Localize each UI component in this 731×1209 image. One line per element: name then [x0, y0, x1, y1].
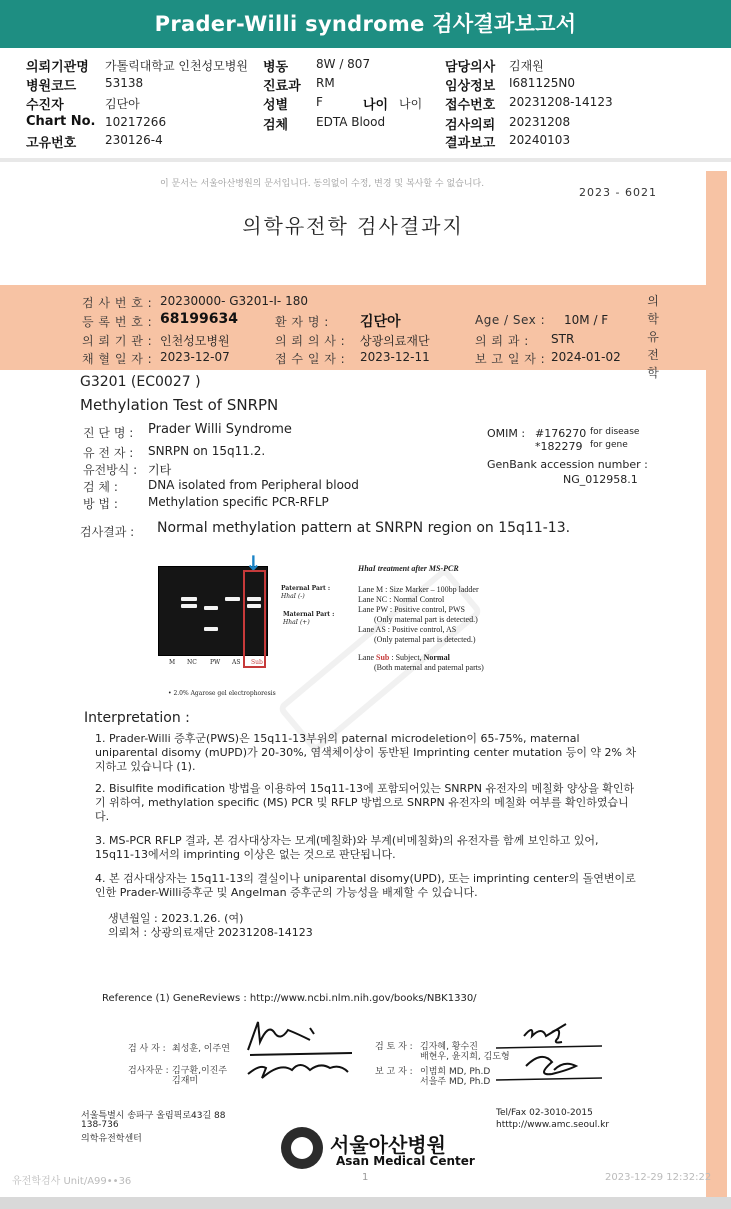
- header-label: 진료과: [263, 79, 301, 94]
- bottom-strip: [0, 1197, 731, 1209]
- gel-band: [225, 597, 240, 601]
- tel-fax: Tel/Fax 02-3010-2015: [496, 1108, 593, 1118]
- patient-label: 접 수 일 자 :: [275, 352, 346, 366]
- lane-label: NC: [187, 659, 197, 666]
- patient-label: 의 뢰 과 :: [475, 334, 529, 348]
- header-value: 10217266: [105, 115, 167, 129]
- lane-label: PW: [210, 659, 221, 666]
- header-label: 수진자: [26, 98, 64, 113]
- website: htttp://www.amc.seoul.kr: [496, 1120, 610, 1130]
- side-char: 의: [647, 294, 659, 308]
- department: STR: [551, 332, 575, 346]
- advisor-label: 검사자문 :: [128, 1066, 169, 1076]
- gel-caption: • 2.0% Agarose gel electrophoresis: [168, 690, 276, 697]
- test-label: 유 전 자 :: [83, 446, 134, 460]
- patient-label: 의 뢰 의 사 :: [275, 334, 346, 348]
- patient-name: 김단아: [360, 314, 401, 330]
- header-value: 20231208: [509, 115, 571, 129]
- legend-title: HhaI treatment after MS-PCR: [358, 564, 459, 573]
- patient-label: 등 록 번 호 :: [82, 315, 153, 329]
- genbank-accession: NG_012958.1: [563, 473, 638, 486]
- genbank-label: GenBank accession number :: [487, 458, 648, 471]
- legend-subject: [358, 653, 450, 663]
- interpretation-paragraph: 4. 본 검사대상자는 15q11-13의 결실이나 uniparental disomy(UPD), 또는 imprinting center의 돌연변이로 인한 Prader-Willi증후군 및 Angelman 증후군의 가능성을 배제할 수 있습니다.: [95, 872, 636, 899]
- result-label: 검사결과 :: [80, 525, 135, 539]
- header-value: 230126-4: [105, 133, 163, 147]
- print-timestamp: 2023-12-29 12:32:22: [605, 1172, 712, 1183]
- age-sex: 10M / F: [564, 313, 609, 327]
- document-title: 의학유전학 검사결과지: [242, 214, 464, 238]
- interpretation-title: Interpretation :: [84, 710, 190, 726]
- document-number: 2023 - 6021: [579, 186, 657, 199]
- test-label: 방 법 :: [83, 497, 118, 511]
- test-name: Methylation Test of SNRPN: [80, 396, 279, 414]
- interpretation-paragraph: 1. Prader-Willi 증후군(PWS)은 15q11-13부위의 paternal microdeletion이 65-75%, maternal uniparental disomy (mUPD)가 20-30%, 염색체이상이 동반된 Imprinting center mutation 등이 약 2% 차지하고 있습니다 (1).: [95, 732, 637, 773]
- receipt-date: 2023-12-11: [360, 350, 430, 364]
- reporter-label: 보 고 자 :: [375, 1067, 413, 1077]
- legend-item: Lane PW : Positive control, PWS: [358, 605, 465, 614]
- lane-label: AS: [232, 659, 241, 666]
- gel-band: [181, 597, 197, 601]
- method: Methylation specific PCR-RFLP: [148, 495, 329, 509]
- paternal-label: Paternal Part :: [281, 585, 331, 592]
- gel-band: [204, 627, 218, 631]
- specimen: DNA isolated from Peripheral blood: [148, 478, 359, 492]
- registration-number: 68199634: [160, 311, 238, 327]
- examiner-signature: [240, 1012, 355, 1082]
- hospital-logo-icon: [281, 1127, 323, 1169]
- patient-label: 채 혈 일 자 :: [82, 352, 153, 366]
- reference: Reference (1) GeneReviews : http://www.ncbi.nlm.nih.gov/books/NBK1330/: [102, 993, 477, 1004]
- legend-subject-result: Normal: [423, 653, 450, 662]
- legend-subject-lane: Sub: [376, 653, 390, 662]
- address-line: 서울특별시 송파구 올림픽로43길 88: [81, 1111, 226, 1121]
- report-header: [0, 50, 731, 154]
- header-value: 20231208-14123: [509, 95, 613, 109]
- page-number: 1: [362, 1172, 369, 1183]
- divider: [0, 158, 731, 162]
- address-line: 의학유전학센터: [81, 1134, 142, 1144]
- header-value: 김재원: [509, 59, 544, 73]
- gel-band: [204, 606, 218, 610]
- birth-date: 생년월일 : 2023.1.26. (여): [108, 912, 244, 925]
- header-value: 8W / 807: [316, 57, 371, 71]
- side-stripe: [706, 171, 727, 1201]
- advisor-names: 김구환,이진주: [172, 1066, 228, 1076]
- maternal-label: Maternal Part :: [283, 611, 335, 618]
- header-label: 병동: [263, 60, 289, 75]
- inheritance: 기타: [148, 463, 172, 477]
- header-value: F: [316, 95, 323, 109]
- test-label: 검 체 :: [83, 480, 118, 494]
- lane-label: M: [169, 659, 176, 666]
- test-label: 진 단 명 :: [83, 426, 134, 440]
- header-value: 53138: [105, 76, 144, 90]
- reviewer-names: 배현우, 윤지희, 김도형: [420, 1052, 510, 1062]
- patient-label: Age / Sex :: [475, 313, 546, 327]
- examiner-label: 검 사 자 :: [128, 1044, 166, 1054]
- gene: SNRPN on 15q11.2.: [148, 444, 266, 458]
- patient-label: 환 자 명 :: [275, 315, 329, 329]
- reviewer-label: 검 토 자 :: [375, 1042, 413, 1052]
- omim-label: OMIM :: [487, 427, 526, 440]
- legend-item: (Both maternal and paternal parts): [374, 663, 484, 672]
- header-value: 가톨릭대학교 인천성모병원: [105, 59, 248, 73]
- institution: 인천성모병원: [160, 334, 230, 348]
- legend-item: (Only maternal part is detected.): [374, 615, 478, 624]
- unit-code: 유전학검사 Unit/A99••36: [12, 1176, 132, 1187]
- arrow-down-icon: ↓: [245, 551, 262, 575]
- omim-gene-note: for gene: [590, 440, 628, 450]
- reviewer-signature: [492, 1020, 607, 1085]
- interpretation-paragraph: 2. Bisulfite modification 방법을 이용하여 15q11-13에 포함되어있는 SNRPN 유전자의 메칠화 양상을 확인하기 위하여, methylation specific (MS) PCR 및 RFLP 방법으로 SNRPN 유전자의 메칠화 여부를 확인하였습니다.: [95, 782, 635, 823]
- side-char: 학: [647, 366, 659, 380]
- address-line: 138-736: [81, 1120, 119, 1130]
- referrer: 의뢰처 : 상광의료재단 20231208-14123: [108, 926, 313, 939]
- result-text: Normal methylation pattern at SNRPN region on 15q11-13.: [157, 520, 571, 536]
- lane-label: Sub: [251, 659, 263, 666]
- header-value: 김단아: [105, 97, 140, 111]
- patient-label: 보 고 일 자 :: [475, 352, 546, 366]
- omim-disease: #176270: [535, 427, 587, 440]
- header-label: Chart No.: [26, 114, 96, 129]
- header-label: 나이: [363, 98, 389, 113]
- exam-number: 20230000- G3201-I- 180: [160, 294, 308, 308]
- header-value: 20240103: [509, 133, 571, 147]
- side-char: 학: [647, 312, 659, 326]
- patient-label: 검 사 번 호 :: [82, 296, 153, 310]
- subject-lane-highlight: [243, 570, 266, 668]
- header-value: EDTA Blood: [316, 115, 386, 129]
- report-banner: Prader-Willi syndrome 검사결과보고서: [0, 0, 731, 48]
- diagnosis: Prader Willi Syndrome: [148, 422, 292, 437]
- advisor-names: 김재미: [172, 1076, 199, 1086]
- legend-subject-mid: : Subject,: [391, 653, 422, 662]
- hospital-name-english: Asan Medical Center: [336, 1154, 475, 1168]
- legend-item: Lane AS : Positive control, AS: [358, 625, 457, 634]
- reviewer-names: 김자혜, 황수진: [420, 1042, 478, 1052]
- hospital-name-korean: 서울아산병원: [330, 1133, 446, 1157]
- legend-item: Lane M : Size Marker – 100bp ladder: [358, 585, 479, 594]
- omim-disease-note: for disease: [590, 427, 640, 437]
- header-value: 나이: [399, 97, 423, 111]
- header-label: 담당의사: [445, 60, 496, 75]
- reporter-names: 이범희 MD, Ph.D: [420, 1067, 491, 1077]
- legend-subject-prefix: Lane: [358, 653, 374, 662]
- header-label: 임상정보: [445, 79, 496, 94]
- omim-gene: *182279: [535, 440, 583, 453]
- test-code: G3201 (EC0027 ): [80, 374, 201, 390]
- copy-notice: 이 문서는 서울아산병원의 문서입니다. 동의없이 수정, 변경 및 복사할 수 없습니다.: [160, 179, 485, 189]
- ordering-doctor: 상광의료재단: [360, 334, 430, 348]
- reporter-names: 서을주 MD, Ph.D: [420, 1077, 491, 1087]
- side-char: 전: [647, 348, 659, 362]
- header-label: 접수번호: [445, 98, 496, 113]
- collection-date: 2023-12-07: [160, 350, 230, 364]
- header-label: 결과보고: [445, 136, 496, 151]
- header-label: 성별: [263, 98, 289, 113]
- paternal-sub: HhaI (-): [281, 593, 305, 600]
- header-value: I681125N0: [509, 76, 575, 90]
- patient-label: 의 뢰 기 관 :: [82, 334, 153, 348]
- header-label: 고유번호: [26, 136, 77, 151]
- interpretation-paragraph: 3. MS-PCR RFLP 결과, 본 검사대상자는 모계(메칠화)와 부계(비메칠화)의 유전자를 함께 보인하고 있어, 15q11-13에서의 imprinting 이상은 없는 것으로 판단됩니다.: [95, 834, 599, 861]
- header-label: 검사의뢰: [445, 118, 496, 133]
- gel-band: [181, 604, 197, 608]
- legend-item: (Only paternal part is detected.): [374, 635, 476, 644]
- header-label: 검체: [263, 118, 289, 133]
- header-label: 병원코드: [26, 79, 77, 94]
- header-label: 의뢰기관명: [26, 60, 89, 75]
- header-value: RM: [316, 76, 335, 90]
- side-char: 유: [647, 330, 659, 344]
- test-label: 유전방식 :: [83, 463, 138, 477]
- examiner-names: 최성훈, 이주연: [172, 1044, 230, 1054]
- report-date: 2024-01-02: [551, 350, 621, 364]
- legend-item: Lane NC : Normal Control: [358, 595, 445, 604]
- maternal-sub: HhaI (+): [283, 619, 310, 626]
